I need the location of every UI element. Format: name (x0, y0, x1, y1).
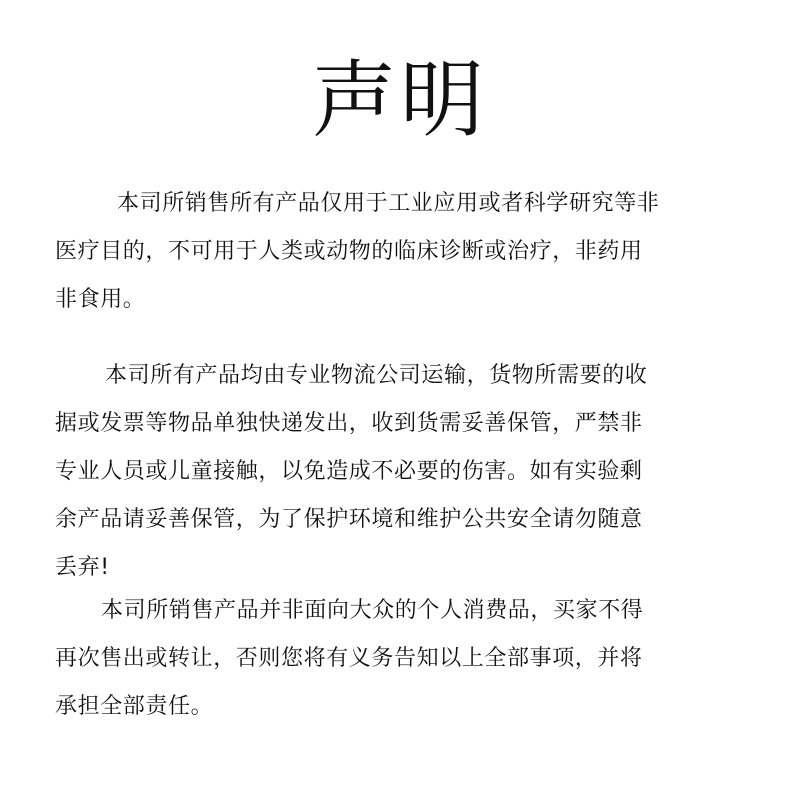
paragraph-line: 承担全部责任。 (55, 694, 214, 719)
paragraph-line: 余产品请妥善保管，为了保护环境和维护公共安全请勿随意 (55, 507, 643, 532)
disclaimer-paragraph-shipping (55, 352, 755, 592)
paragraph-line: 医疗目的，不可用于人类或动物的临床诊断或治疗，非药用 (55, 239, 643, 264)
paragraph-line: 本司所销售产品并非面向大众的个人消费品，买家不得 (101, 598, 644, 623)
paragraph-line: 本司所有产品均由专业物流公司运输，货物所需要的收 (105, 363, 648, 388)
disclaimer-paragraph-usage (55, 180, 755, 324)
paragraph-line: 非食用。 (55, 287, 146, 312)
disclaimer-paragraph-resale (55, 587, 755, 731)
paragraph-line: 再次售出或转让，否则您将有义务告知以上全部事项，并将 (55, 646, 643, 671)
page-title: 声明 (311, 51, 488, 149)
paragraph-line: 丢弃! (55, 555, 110, 580)
paragraph-line: 专业人员或儿童接触，以免造成不必要的伤害。如有实验剩 (55, 459, 643, 484)
paragraph-line: 据或发票等物品单独快递发出，收到货需妥善保管，严禁非 (55, 411, 643, 436)
paragraph-line: 本司所销售所有产品仅用于工业应用或者科学研究等非 (117, 191, 660, 216)
